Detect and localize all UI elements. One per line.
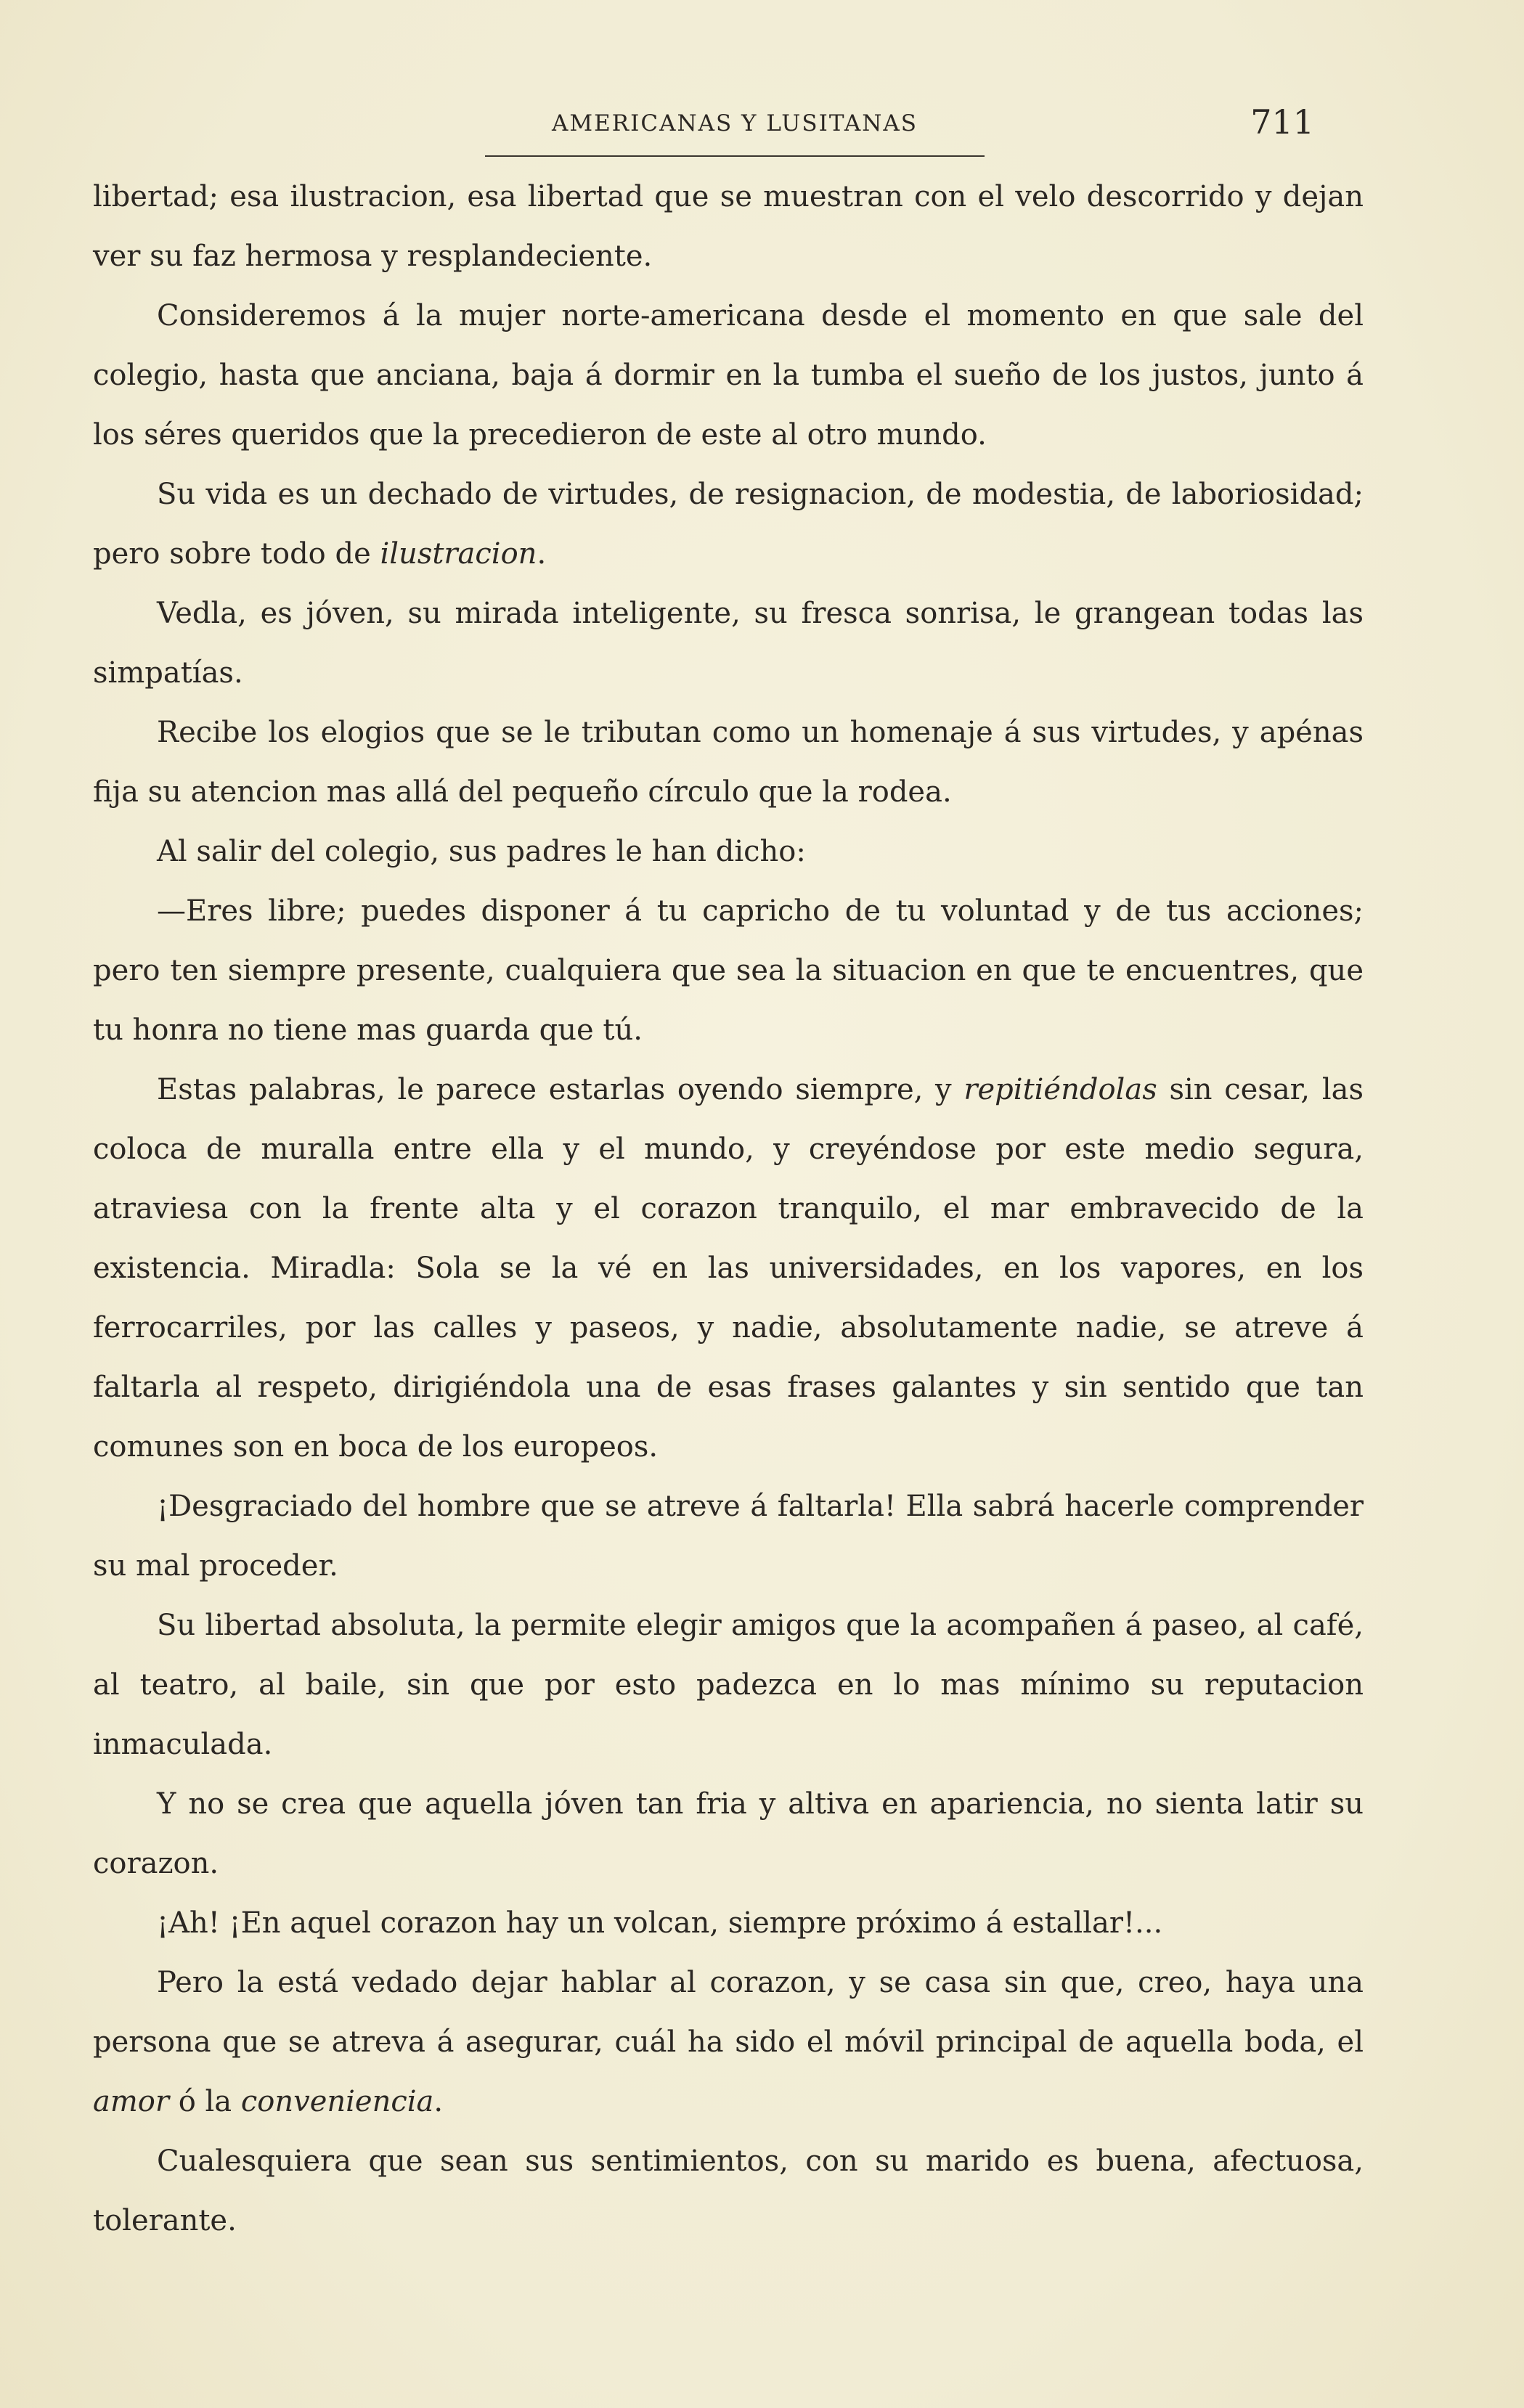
paragraph-continued: libertad; esa ilustracion, esa libertad que se muestran con el velo descorrido y dejan ver su faz hermosa y resplandeciente. — [93, 180, 1364, 273]
paragraph: Consideremos á la mujer norte-americana desde el momento en que sale del colegio, hasta que anciana, baja á dormir en la tumba el sueño de los justos, junto á los séres queridos que la precedieron de este al otro mundo. — [93, 299, 1364, 452]
paragraph: Y no se crea que aquella jóven tan fria y altiva en apariencia, no sienta latir su corazon. — [93, 1787, 1364, 1880]
header-rule — [485, 155, 985, 157]
page-number: 711 — [1250, 102, 1314, 142]
paragraph-dialogue: —Eres libre; puedes disponer á tu capricho de tu voluntad y de tus acciones; pero ten siempre presente, cualquiera que sea la situacion en que te encuentres, que tu honra no tiene mas guarda que tú. — [93, 894, 1364, 1047]
body-text — [93, 167, 1364, 2250]
paragraph: Recibe los elogios que se le tributan como un homenaje á sus virtudes, y apénas fija su atencion mas allá del pequeño círculo que la rodea. — [93, 716, 1364, 809]
paragraph: ¡Ah! ¡En aquel corazon hay un volcan, siempre próximo á estallar!... — [157, 1906, 1163, 1940]
paragraph: Al salir del colegio, sus padres le han dicho: — [157, 835, 806, 868]
italic-word: amor — [93, 2085, 169, 2118]
italic-word: ilustracion — [380, 537, 537, 571]
paragraph: Estas palabras, le parece estarlas oyendo siempre, y repitiéndolas sin cesar, las coloca de muralla entre ella y el mundo, y creyéndose por este medio segura, atraviesa con la frente alta y el corazon tranquilo, el mar embravecido de la existencia. Miradla: Sola se la vé en las universidades, en los vapores, en los ferrocarriles, por las calles y paseos, y nadie, absolutamente nadie, se atreve á faltarla al respeto, dirigiéndola una de esas frases galantes y sin sentido que tan comunes son en boca de los europeos. — [93, 1073, 1364, 1464]
paragraph: ¡Desgraciado del hombre que se atreve á faltarla! Ella sabrá hacerle comprender su mal proceder. — [93, 1490, 1364, 1583]
italic-word: repitiéndolas — [963, 1073, 1157, 1106]
paragraph: Su libertad absoluta, la permite elegir amigos que la acompañen á paseo, al café, al teatro, al baile, sin que por esto padezca en lo mas mínimo su reputacion inmaculada. — [93, 1609, 1364, 1761]
paragraph: Cualesquiera que sean sus sentimientos, con su marido es buena, afectuosa, tolerante. — [93, 2144, 1364, 2237]
paragraph: Vedla, es jóven, su mirada inteligente, su fresca sonrisa, le grangean todas las simpatías. — [93, 597, 1364, 690]
running-head-title: AMERICANAS Y LUSITANAS — [552, 110, 918, 136]
paragraph: Pero la está vedado dejar hablar al corazon, y se casa sin que, creo, haya una persona que se atreva á asegurar, cuál ha sido el móvil principal de aquella boda, el amor ó la conveniencia. — [93, 1966, 1364, 2118]
italic-word: conveniencia — [240, 2085, 434, 2118]
paragraph: Su vida es un dechado de virtudes, de resignacion, de modestia, de laboriosidad; pero sobre todo de ilustracion. — [93, 478, 1364, 571]
